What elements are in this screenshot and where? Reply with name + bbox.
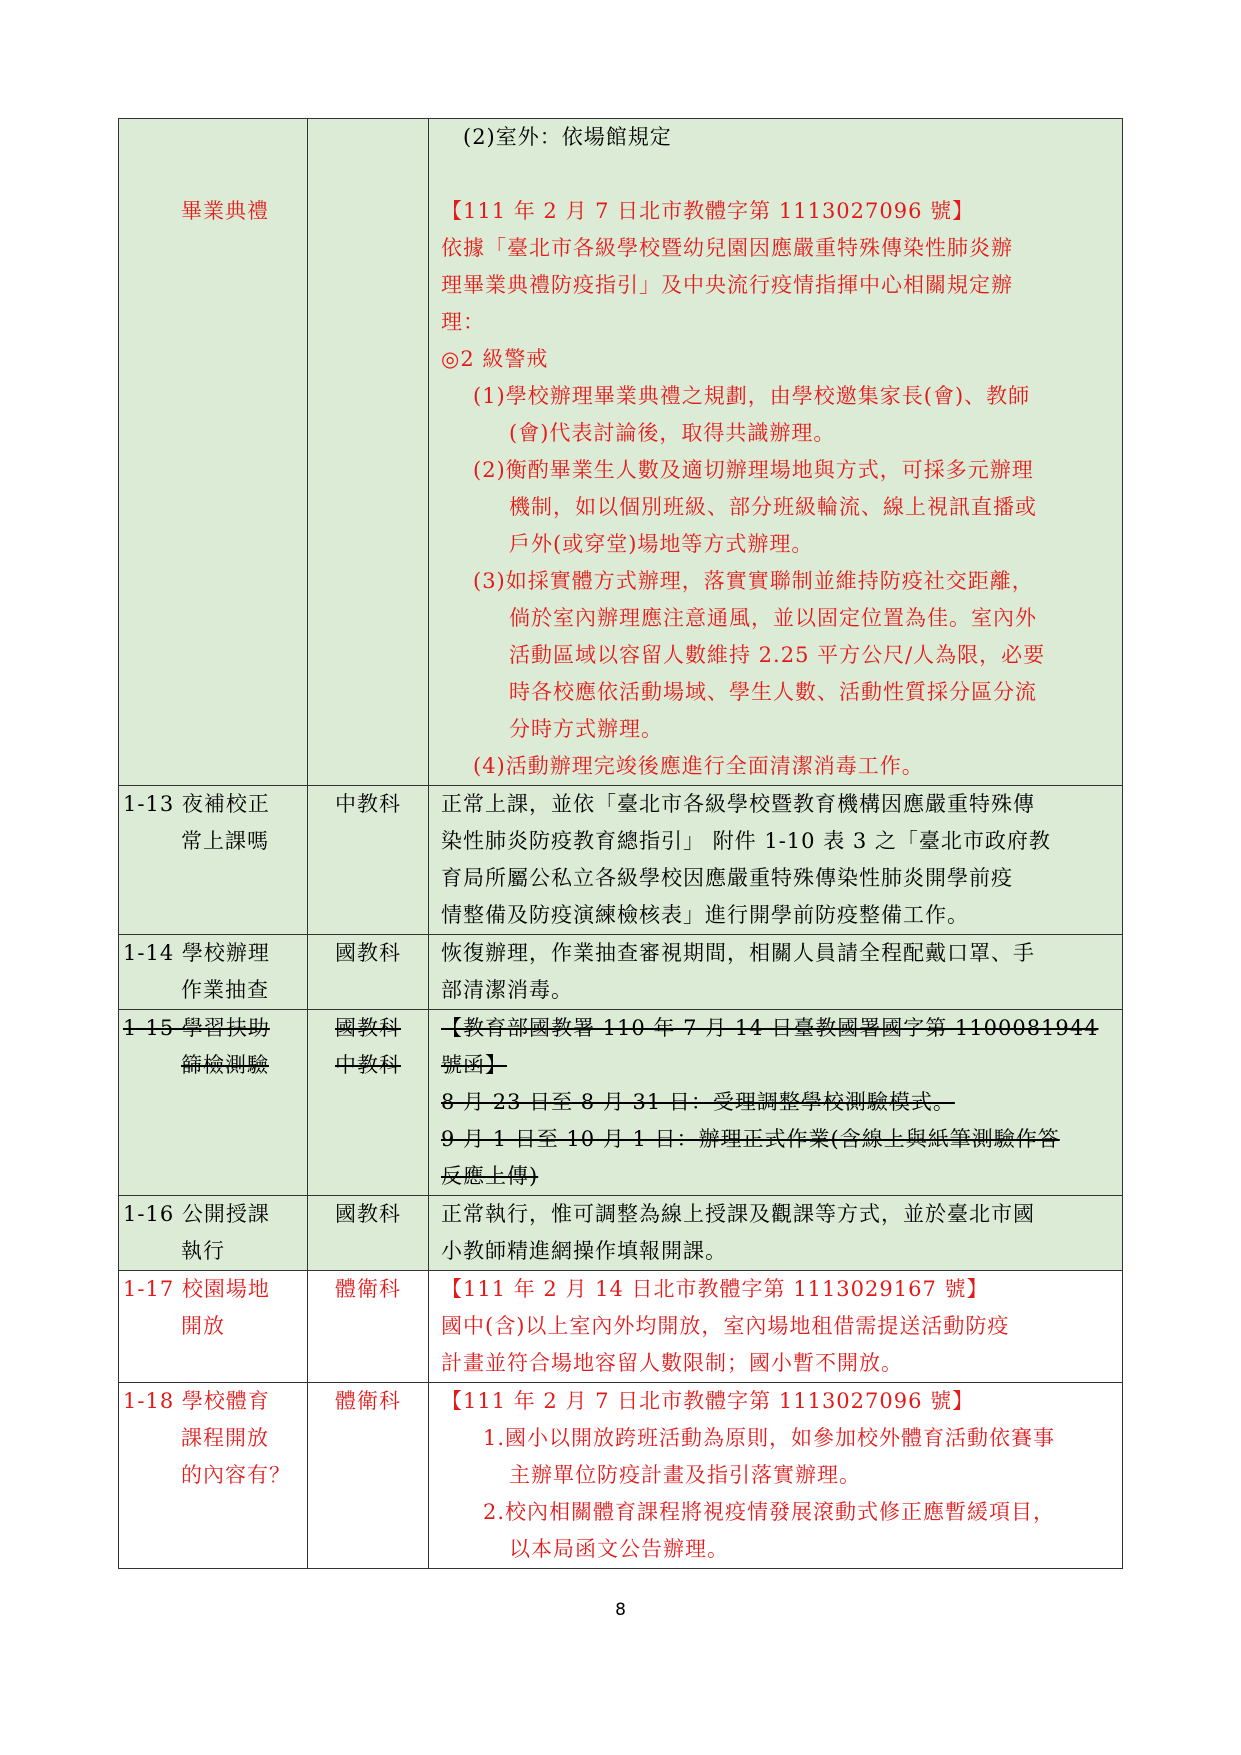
content-line: 【教育部國教署 110 年 7 月 14 日臺教國署國字第 1100081944	[441, 1016, 1099, 1040]
content-line: ◎2 級警戒	[441, 347, 549, 371]
content-cell	[429, 935, 1123, 1010]
content-line: 9 月 1 日至 10 月 1 日：辦理正式作業(含線上與紙筆測驗作答	[441, 1127, 1060, 1151]
content-line: 【111 年 2 月 7 日北市教體字第 1113027096 號】	[441, 1389, 975, 1413]
content-line: 倘於室內辦理應注意通風，並以固定位置為佳。室內外	[509, 606, 1037, 630]
unit-label: 中教科	[335, 1053, 401, 1077]
item-label: 篩檢測驗	[181, 1053, 269, 1077]
content-line: 情整備及防疫演練檢核表」進行開學前防疫整備工作。	[441, 903, 969, 927]
unit-cell	[308, 119, 429, 786]
content-line: 依據「臺北市各級學校暨幼兒園因應嚴重特殊傳染性肺炎辦	[441, 236, 1013, 260]
unit-cell	[308, 1271, 429, 1383]
unit-cell	[308, 786, 429, 935]
content-line: (1)學校辦理畢業典禮之規劃，由學校邀集家長(會)、教師	[473, 384, 1031, 408]
content-line: (3)如採實體方式辦理，落實實聯制並維持防疫社交距離，	[473, 569, 1034, 593]
unit-label: 中教科	[335, 792, 401, 816]
item-label: 1-16 公開授課	[123, 1202, 270, 1226]
content-line: 理：	[441, 310, 485, 334]
content-line: 以本局函文公告辦理。	[509, 1537, 729, 1561]
content-line: 部清潔消毒。	[441, 978, 573, 1002]
content-line	[429, 156, 1122, 193]
unit-cell	[308, 935, 429, 1010]
item-cell	[119, 1271, 308, 1383]
table-row-graduation	[119, 119, 1123, 786]
content-line: (4)活動辦理完竣後應進行全面清潔消毒工作。	[473, 754, 924, 778]
content-line: 活動區域以容留人數維持 2.25 平方公尺/人為限，必要	[509, 643, 1046, 667]
content-line: 恢復辦理，作業抽查審視期間，相關人員請全程配戴口罩、手	[441, 941, 1035, 965]
content-line: 正常執行，惟可調整為線上授課及觀課等方式，並於臺北市國	[441, 1202, 1035, 1226]
item-label: 1-15 學習扶助	[123, 1016, 270, 1040]
unit-cell	[308, 1383, 429, 1569]
unit-label: 體衛科	[335, 1277, 401, 1301]
item-label: 1-18 學校體育	[123, 1389, 270, 1413]
content-line: 戶外(或穿堂)場地等方式辦理。	[509, 532, 814, 556]
content-line: 8 月 23 日至 8 月 31 日：受理調整學校測驗模式。	[441, 1090, 955, 1114]
content-line: (2)衡酌畢業生人數及適切辦理場地與方式，可採多元辦理	[473, 458, 1034, 482]
item-label: 1-17 校園場地	[123, 1277, 270, 1301]
policy-table	[118, 118, 1123, 1569]
content-line: 1.國小以開放跨班活動為原則，如參加校外體育活動依賽事	[483, 1426, 1056, 1450]
table-row-1-17	[119, 1271, 1123, 1383]
unit-cell	[308, 1196, 429, 1271]
table-row-1-15	[119, 1010, 1123, 1196]
item-label: 1-13 夜補校正	[123, 792, 270, 816]
item-label: 執行	[181, 1239, 225, 1263]
content-line: 主辦單位防疫計畫及指引落實辦理。	[509, 1463, 861, 1487]
content-cell	[429, 1271, 1123, 1383]
content-cell	[429, 1383, 1123, 1569]
item-cell	[119, 1383, 308, 1569]
content-line: 2.校內相關體育課程將視疫情發展滾動式修正應暫緩項目，	[483, 1500, 1056, 1524]
item-label: 常上課嗎	[181, 829, 269, 853]
item-label: 的內容有？	[181, 1463, 291, 1487]
item-label: 課程開放	[181, 1426, 269, 1450]
content-cell	[429, 786, 1123, 935]
table-row-1-18	[119, 1383, 1123, 1569]
content-line: (會)代表討論後，取得共識辦理。	[509, 421, 836, 445]
item-label: 1-14 學校辦理	[123, 941, 270, 965]
item-label: 作業抽查	[181, 978, 269, 1002]
content-line: 計畫並符合場地容留人數限制；國小暫不開放。	[441, 1351, 903, 1375]
content-cell	[429, 1196, 1123, 1271]
item-label: 畢業典禮	[181, 199, 269, 223]
unit-label: 國教科	[335, 941, 401, 965]
content-line: 機制，如以個別班級、部分班級輪流、線上視訊直播或	[509, 495, 1037, 519]
item-cell	[119, 786, 308, 935]
item-cell	[119, 1196, 308, 1271]
unit-label: 體衛科	[335, 1389, 401, 1413]
content-line: 分時方式辦理。	[509, 717, 663, 741]
item-cell	[119, 1010, 308, 1196]
content-line: 育局所屬公私立各級學校因應嚴重特殊傳染性肺炎開學前疫	[441, 866, 1013, 890]
content-line: (2)室外：依場館規定	[463, 125, 672, 149]
item-cell	[119, 935, 308, 1010]
table-row-1-13	[119, 786, 1123, 935]
content-line: 理畢業典禮防疫指引」及中央流行疫情指揮中心相關規定辦	[441, 273, 1013, 297]
content-cell	[429, 1010, 1123, 1196]
item-cell	[119, 119, 308, 786]
content-line: 時各校應依活動場域、學生人數、活動性質採分區分流	[509, 680, 1037, 704]
content-line: 號函】	[441, 1053, 507, 1077]
content-line: 反應上傳)	[441, 1164, 539, 1188]
content-cell	[429, 119, 1123, 786]
content-line: 國中(含)以上室內外均開放，室內場地租借需提送活動防疫	[441, 1314, 1010, 1338]
content-line: 小教師精進網操作填報開課。	[441, 1239, 727, 1263]
item-label: 開放	[181, 1314, 225, 1338]
table-row-1-16	[119, 1196, 1123, 1271]
table-row-1-14	[119, 935, 1123, 1010]
content-line: 正常上課，並依「臺北市各級學校暨教育機構因應嚴重特殊傳	[441, 792, 1035, 816]
unit-label: 國教科	[335, 1202, 401, 1226]
unit-label: 國教科	[335, 1016, 401, 1040]
unit-cell	[308, 1010, 429, 1196]
page-number: 8	[615, 1600, 626, 1620]
content-line: 【111 年 2 月 14 日北市教體字第 1113029167 號】	[441, 1277, 989, 1301]
content-line: 染性肺炎防疫教育總指引」 附件 1-10 表 3 之「臺北市政府教	[441, 829, 1051, 853]
content-line: 【111 年 2 月 7 日北市教體字第 1113027096 號】	[441, 199, 975, 223]
